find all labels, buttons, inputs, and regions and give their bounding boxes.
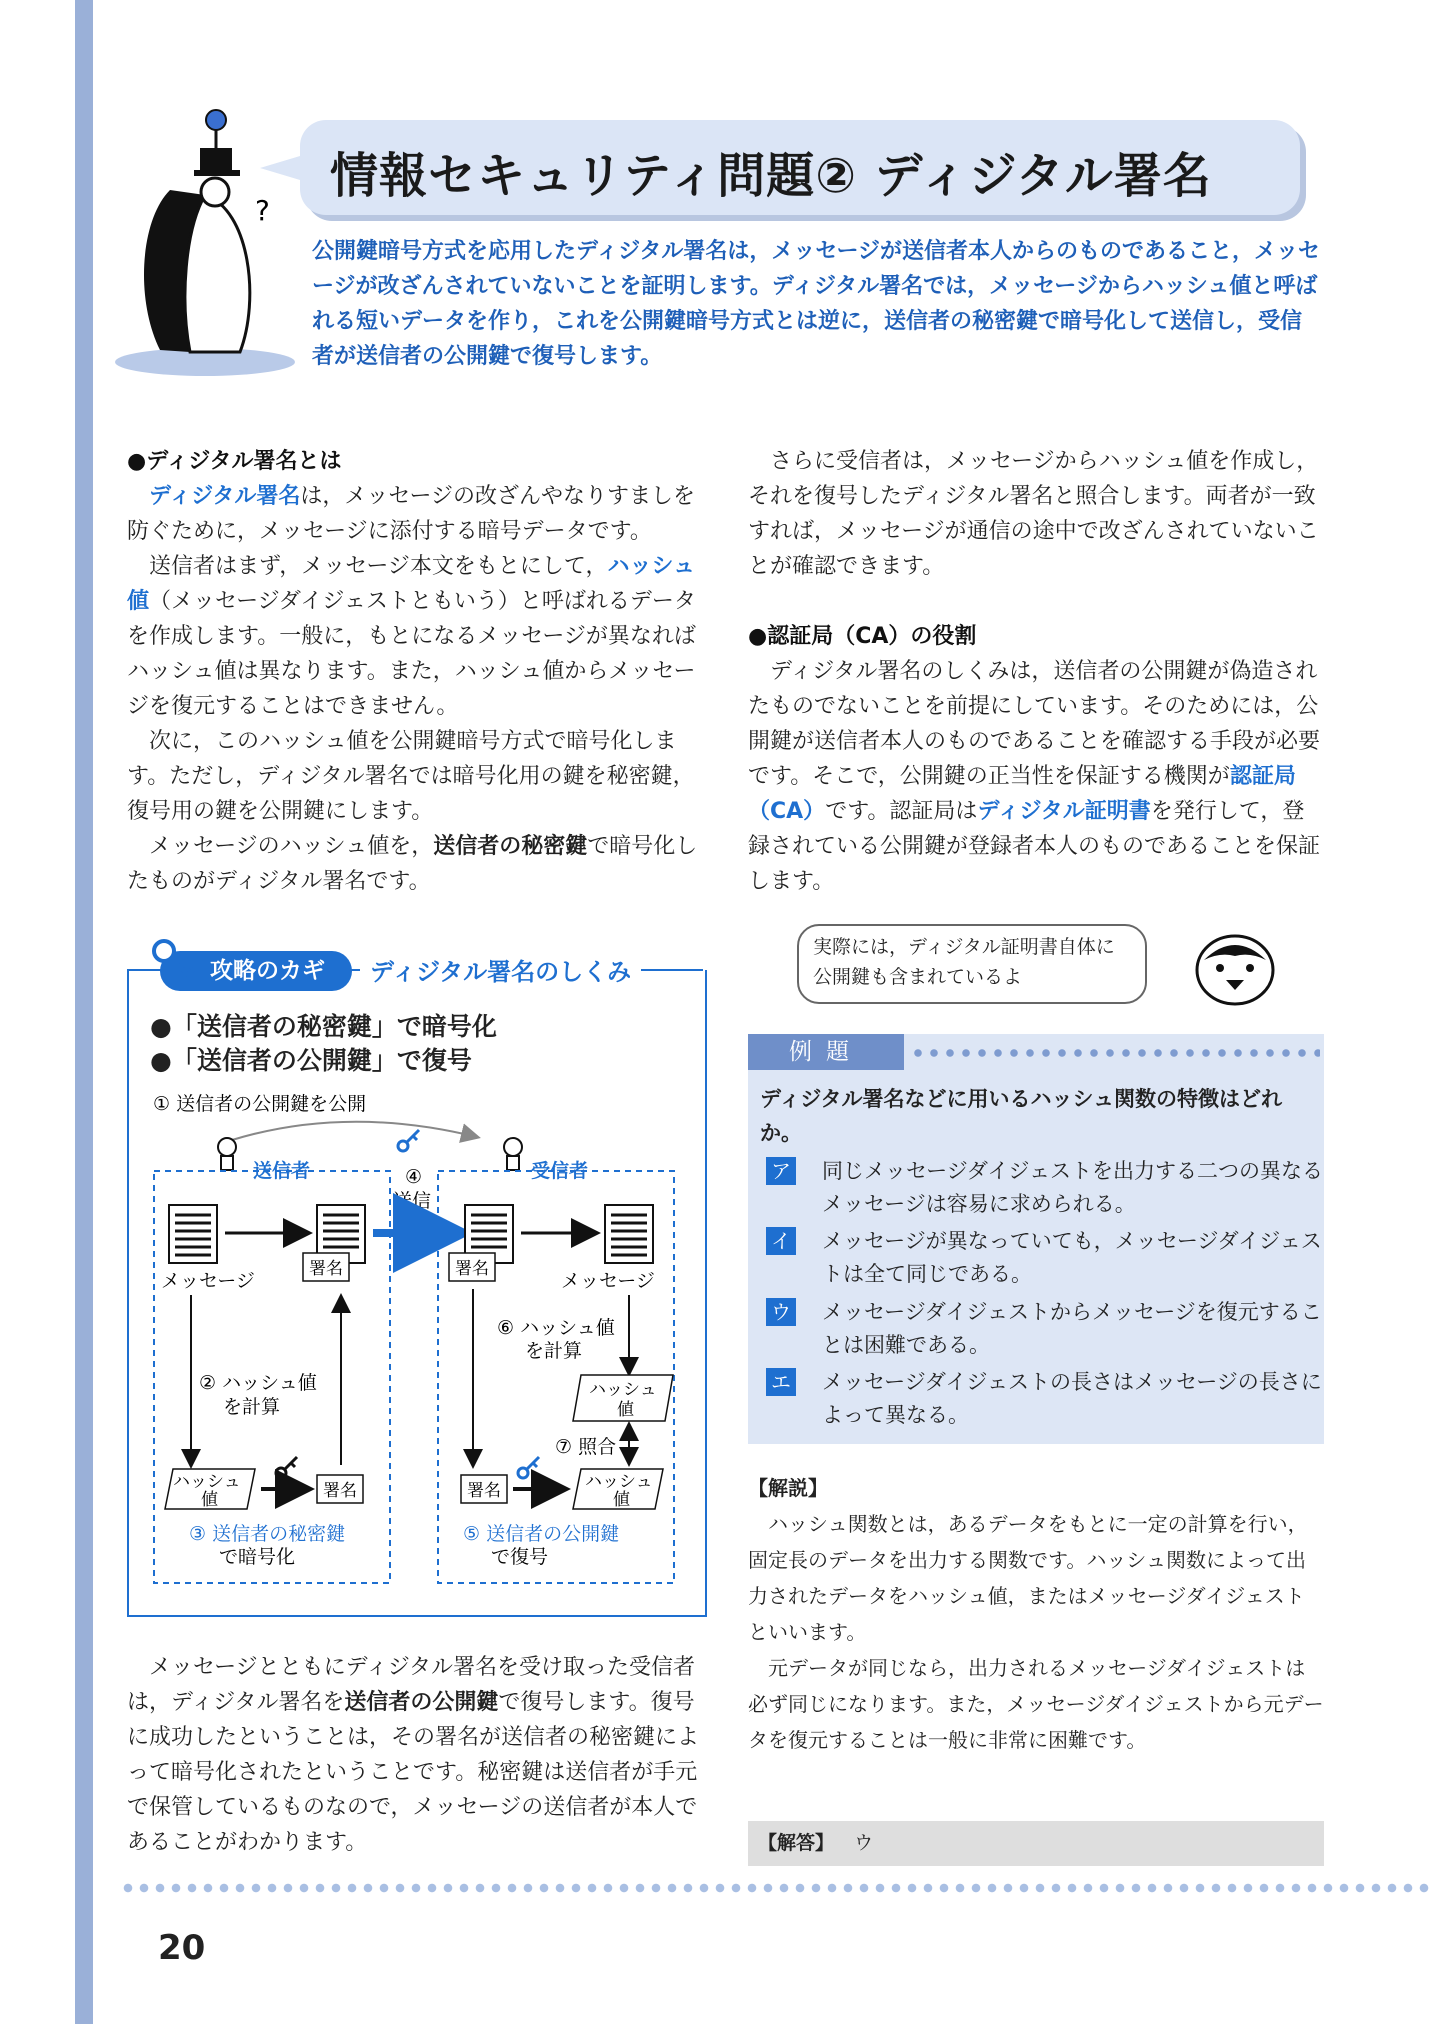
step3-label-b: で暗号化 — [219, 1546, 296, 1568]
sig-label: 署名 — [323, 1481, 357, 1501]
key-icon-public-decrypt — [518, 1457, 539, 1478]
step2-label-b: を計算 — [223, 1396, 281, 1418]
step3-label-a: ③ 送信者の秘密鍵 — [189, 1523, 346, 1545]
step4-label: 送信 — [393, 1190, 432, 1212]
option-e: エ メッセージダイジェストの長さはメッセージの長さによって異なる。 — [766, 1366, 1326, 1432]
answer-label: 【解答】 — [758, 1832, 835, 1854]
option-u: ウ メッセージダイジェストからメッセージを復元することは困難である。 — [766, 1296, 1326, 1362]
step2-label-a: ② ハッシュ値 — [199, 1372, 317, 1394]
hash-label: ハッシュ — [589, 1380, 657, 1400]
message-document-icon-receiver — [605, 1205, 653, 1263]
sig-label: 署名 — [455, 1259, 489, 1279]
step1-label: ① 送信者の公開鍵を公開 — [153, 1093, 367, 1115]
step4-num: ④ — [405, 1166, 423, 1188]
example-header: 例題 — [748, 1034, 904, 1070]
hash-label: ハッシュ — [585, 1472, 653, 1492]
section-heading-digital-signature: ●ディジタル署名とは — [127, 449, 342, 474]
hash-label: 値 — [613, 1490, 630, 1510]
page-title: 情報セキュリティ問題② ディジタル署名 — [330, 148, 1212, 204]
paragraph: さらに受信者は，メッセージからハッシュ値を作成し，それを復号したディジタル署名と照合します。両者が一致すれば，メッセージが通信の途中で改ざんされていないことが確認できます。 — [748, 449, 1319, 579]
answer-bar — [748, 1821, 1324, 1866]
hash-label: ハッシュ — [173, 1472, 241, 1492]
key-icon-private — [276, 1457, 297, 1478]
bottom-dots — [120, 1883, 1433, 1893]
left-column — [127, 444, 703, 899]
sig-label: 署名 — [467, 1481, 501, 1501]
hash-label: 値 — [617, 1400, 634, 1420]
key-pill: 攻略のカギ — [160, 951, 352, 991]
signature-diagram — [127, 1085, 703, 1595]
key-bullets: ●「送信者の秘密鍵」で暗号化 ●「送信者の公開鍵」で復号 — [150, 1012, 497, 1075]
message-label: メッセージ — [161, 1270, 255, 1292]
paragraph: 元データが同じなら，出力されるメッセージダイジェストは必ず同じになります。また，メッセージダイジェストから元データを復元することは一般に非常に困難です。 — [748, 1656, 1324, 1752]
explanation — [748, 1470, 1324, 1758]
step5-label-a: ⑤ 送信者の公開鍵 — [463, 1523, 620, 1545]
answer-value: ウ — [854, 1832, 874, 1854]
sender-label: 送信者 — [253, 1160, 311, 1182]
option-a: ア 同じメッセージダイジェストを出力する二つの異なるメッセージは容易に求められる。 — [766, 1155, 1326, 1221]
example-question: ディジタル署名などに用いるハッシュ関数の特徴はどれか。 — [760, 1087, 1283, 1145]
intro-text: 公開鍵暗号方式を応用したディジタル署名は，メッセージが送信者本人からのものであること，メッセージが改ざんされていないことを証明します。ディジタル署名では，メッセージからハッシュ値と呼ばれる短いデータを作り，これを公開鍵暗号方式とは逆に，送信者の秘密鍵で暗号化して送信し，受信者が送信者の公開鍵で復号します。 — [312, 239, 1321, 369]
sender-person-icon — [218, 1138, 236, 1170]
right-column — [748, 444, 1324, 899]
step5-label-b: で復号 — [491, 1546, 549, 1568]
receiver-label: 受信者 — [531, 1160, 589, 1182]
key-icon-public — [398, 1130, 419, 1151]
example-dots — [910, 1049, 1320, 1057]
sig-label: 署名 — [309, 1259, 343, 1279]
message-label-receiver: メッセージ — [561, 1270, 655, 1292]
explanation-heading: 【解説】 — [748, 1476, 828, 1500]
paragraph: メッセージのハッシュ値を，送信者の秘密鍵で暗号化したものがディジタル署名です。 — [127, 834, 698, 894]
penguin-illustration — [110, 100, 300, 380]
paragraph: ディジタル署名は，メッセージの改ざんやなりすましを防ぐために，メッセージに添付する暗号データです。 — [127, 484, 696, 544]
step6-label-a: ⑥ ハッシュ値 — [497, 1317, 615, 1339]
receiver-person-icon — [504, 1138, 522, 1170]
key-icon — [148, 935, 200, 985]
page-number: 20 — [158, 1928, 206, 1968]
hash-label: 値 — [201, 1490, 218, 1510]
paragraph: ディジタル署名のしくみは，送信者の公開鍵が偽造されたものでないことを前提にしています。そのためには，公開鍵が送信者本人のものであることを確認する手段が必要です。そこで，公開鍵の正当性を保証する機関が認証局（CA）です。認証局はディジタル証明書を発行して，登録されている公開鍵が登録者本人のものであることを保証します。 — [748, 659, 1321, 894]
paragraph: 送信者はまず，メッセージ本文をもとにして，ハッシュ値（メッセージダイジェストともいう）と呼ばれるデータを作成します。一般に，もとになるメッセージが異なればハッシュ値は異なります。また，ハッシュ値からメッセージを復元することはできません。 — [127, 554, 696, 719]
paragraph: ハッシュ関数とは，あるデータをもとに一定の計算を行い，固定長のデータを出力する関数です。ハッシュ関数によって出力されたデータをハッシュ値，またはメッセージダイジェストといいます。 — [748, 1512, 1308, 1644]
penguin-face-icon — [1190, 930, 1280, 1010]
svg-text:?: ? — [255, 194, 270, 227]
speech-bubble: 実際には，ディジタル証明書自体に公開鍵も含まれているよ — [797, 924, 1147, 1004]
step6-label-b: を計算 — [525, 1340, 583, 1362]
message-document-icon — [169, 1205, 217, 1263]
left-column-bottom — [127, 1650, 703, 1860]
step7-label: ⑦ 照合 — [555, 1436, 617, 1458]
left-margin-bar — [75, 0, 93, 2024]
paragraph: 次に，このハッシュ値を公開鍵暗号方式で暗号化します。ただし，ディジタル署名では暗号化用の鍵を秘密鍵，復号用の鍵を公開鍵にします。 — [127, 729, 695, 824]
paragraph: メッセージとともにディジタル署名を受け取った受信者は，ディジタル署名を送信者の公開鍵で復号します。復号に成功したということは，その署名が送信者の秘密鍵によって暗号化されたということです。秘密鍵は送信者が手元で保管しているものなので，メッセージの送信者が本人であることがわかります。 — [127, 1655, 700, 1855]
section-heading-ca: ●認証局（CA）の役割 — [748, 624, 977, 649]
option-i: イ メッセージが異なっていても，メッセージダイジェストは全て同じである。 — [766, 1225, 1326, 1291]
key-box-title: ディジタル署名のしくみ — [360, 952, 641, 987]
